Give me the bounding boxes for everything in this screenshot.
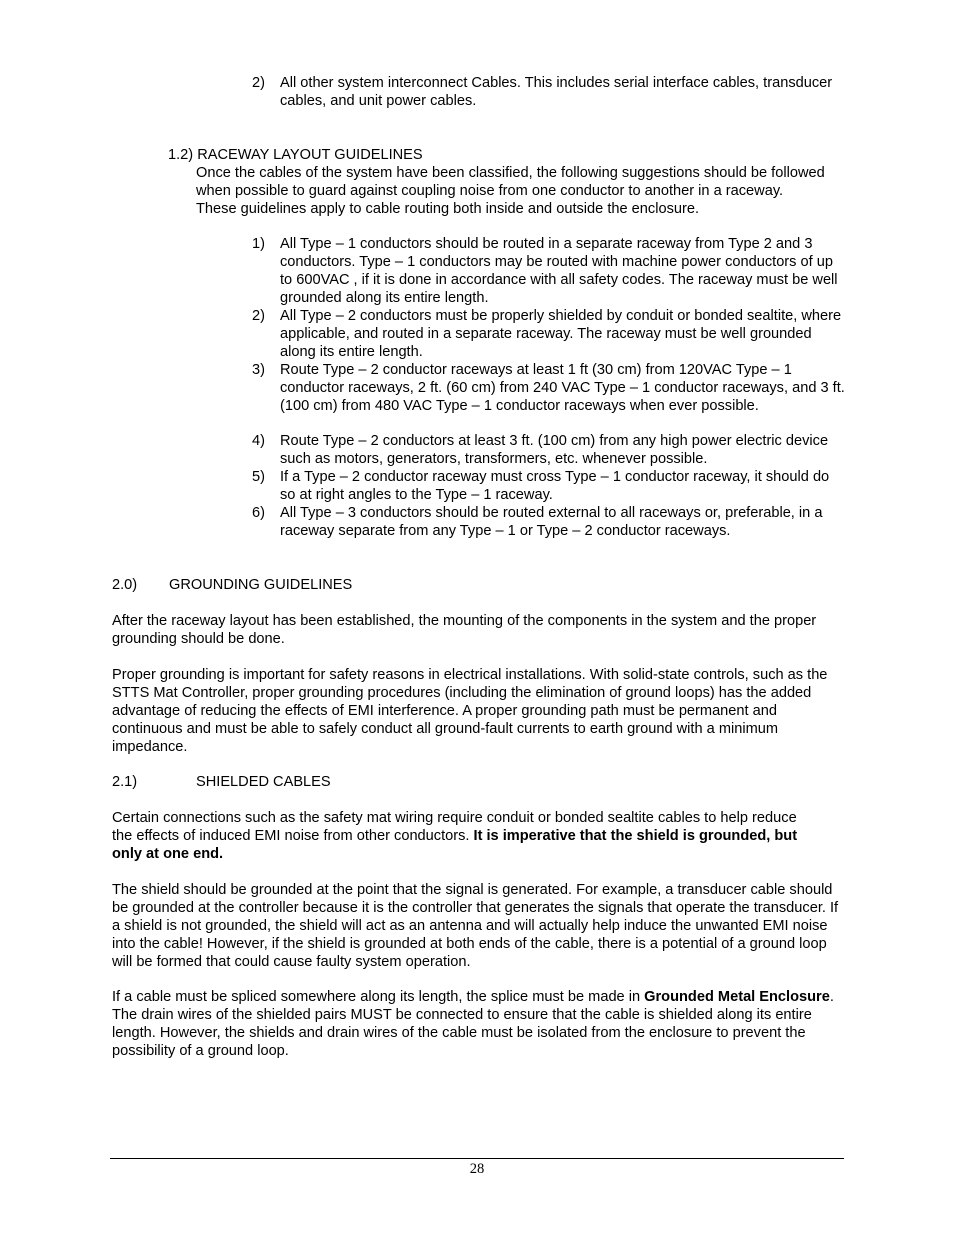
shielded-paragraph-1-emphasis: It is imperative that the shield is grounded, but only at one end. [112, 828, 798, 862]
list-item-number: 4) [252, 433, 265, 449]
shielded-paragraph-1-text: Certain connections such as the safety mat wiring require conduit or bonded sealtite cables to help reduce the effects of induced EMI noise from other conductors. [112, 810, 797, 844]
grounding-paragraph-1: After the raceway layout has been established, the mounting of the components in the system and the proper grounding should be done. [112, 613, 817, 647]
list-item-number: 6) [252, 505, 265, 521]
shielded-paragraph-3-emphasis: Grounded Metal Enclosure [644, 989, 830, 1005]
list-item-number: 1) [252, 236, 265, 252]
shielded-paragraph-3-text-b: . The drain wires of the shielded pairs MUST be connected to ensure that the cable is shielded along its entire length. However, the shields and drain wires of the cable must be isolated from the enclosure to prevent the possibility of a ground loop. [112, 989, 834, 1059]
grounding-section-number: 2.0) [112, 577, 138, 593]
list-item-number: 2) [252, 75, 265, 91]
shielded-paragraph-2: The shield should be grounded at the point that the signal is generated. For example, a transducer cable should be grounded at the controller because it is the controller that generates the signals that operate the transducer. If a shield is not grounded, the shield will act as an antenna and will actually help induce the unwanted EMI noise into the cable! However, if the shield is grounded at both ends of the cable, there is a potential of a ground loop will be formed that could cause faulty system operation. [112, 882, 839, 970]
list-item-number: 5) [252, 469, 265, 485]
grounding-paragraph-2: Proper grounding is important for safety reasons in electrical installations. With solid-state controls, such as the STTS Mat Controller, proper grounding procedures (including the elimination of ground loops) has the added advantage of reducing the effects of EMI interference. A proper grounding path must be permanent and continuous and must be able to safely conduct all ground-fault currents to earth ground with a minimum impedance. [112, 667, 828, 755]
list-item-number: 2) [252, 308, 265, 324]
page-number: 28 [469, 1161, 485, 1177]
shielded-paragraph-3 [112, 988, 836, 1060]
list-item-text: All Type – 3 conductors should be routed external to all raceways or, preferable, in a raceway separate from any Type – 1 or Type – 2 conductor raceways. [280, 505, 823, 539]
list-item-text: All Type – 1 conductors should be routed in a separate raceway from Type 2 and 3 conductors. Type – 1 conductors may be routed with machine power conductors of up to 600VAC , if it is done in accordance with all safety codes. The raceway must be well grounded along its entire length. [280, 236, 838, 306]
list-item-number: 3) [252, 362, 265, 378]
footer-divider [110, 1158, 844, 1159]
shielded-section-number: 2.1) [112, 774, 138, 790]
grounding-heading: GROUNDING GUIDELINES [169, 577, 353, 593]
raceway-intro: Once the cables of the system have been classified, the following suggestions should be followed when possible to guard against coupling noise from one conductor to another in a raceway. These guidelines apply to cable routing both inside and outside the enclosure. [196, 165, 825, 217]
list-item-text: All Type – 2 conductors must be properly shielded by conduit or bonded sealtite, where applicable, and routed in a separate raceway. The raceway must be well grounded along its entire length. [280, 308, 842, 360]
shielded-paragraph-3-text-a: If a cable must be spliced somewhere along its length, the splice must be made in [112, 989, 645, 1005]
raceway-heading: 1.2) RACEWAY LAYOUT GUIDELINES [168, 147, 423, 163]
list-item-text: Route Type – 2 conductors at least 3 ft. (100 cm) from any high power electric device such as motors, generators, transformers, etc. whenever possible. [280, 433, 829, 467]
shielded-paragraph-1 [112, 809, 812, 863]
list-item-text: If a Type – 2 conductor raceway must cross Type – 1 conductor raceway, it should do so at right angles to the Type – 1 raceway. [280, 469, 830, 503]
list-item-text: All other system interconnect Cables. This includes serial interface cables, transducer cables, and unit power cables. [280, 75, 833, 109]
list-item-text: Route Type – 2 conductor raceways at least 1 ft (30 cm) from 120VAC Type – 1 conductor raceways, 2 ft. (60 cm) from 240 VAC Type – 1 conductor raceways, and 3 ft. (100 cm) from 480 VAC Type – 1 conductor raceways when ever possible. [280, 362, 845, 414]
shielded-heading: SHIELDED CABLES [196, 774, 331, 790]
